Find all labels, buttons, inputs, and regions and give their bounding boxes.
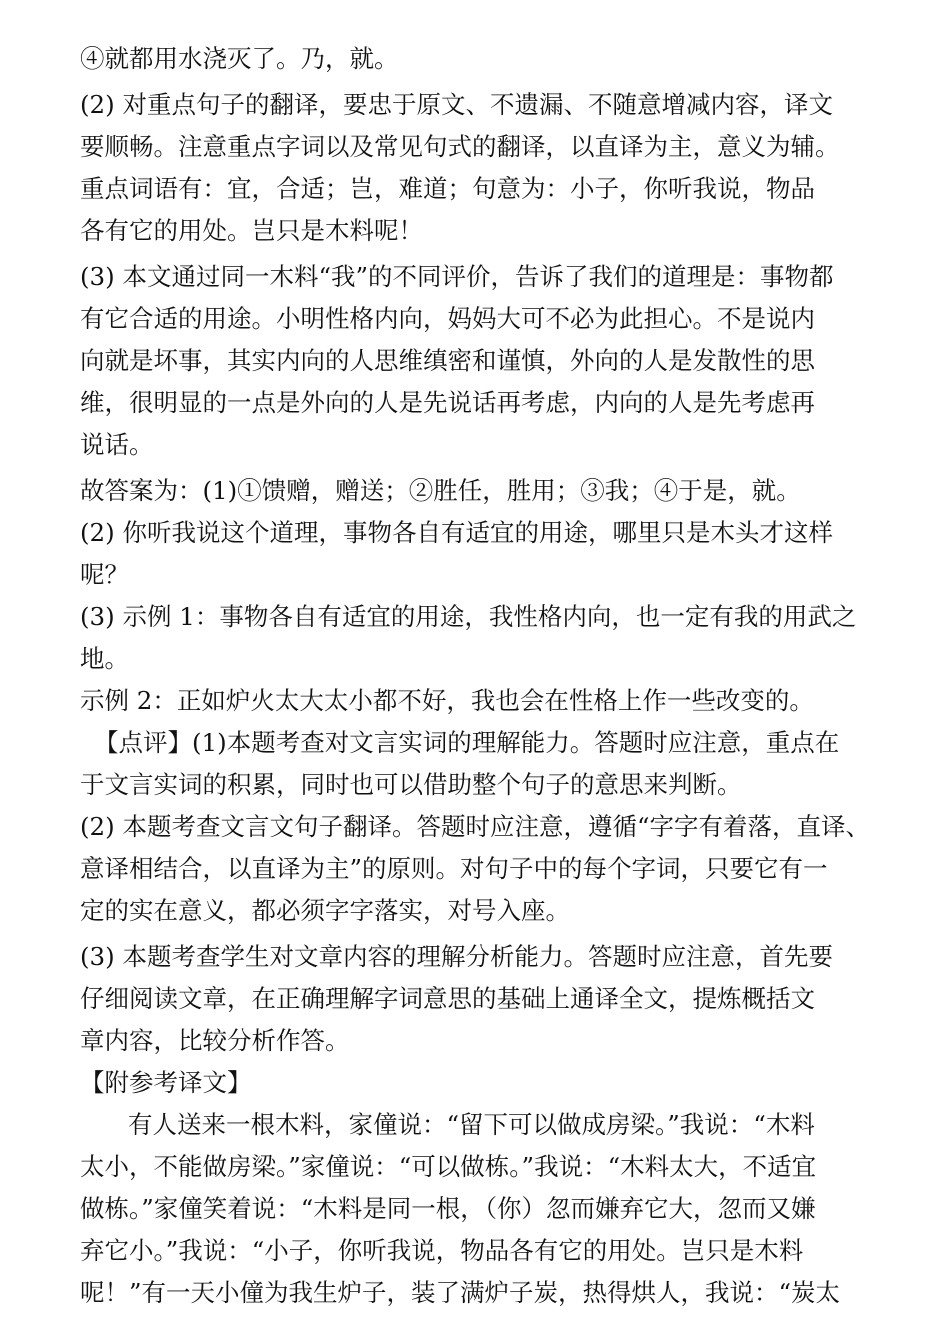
text-line: 向就是坏事，其实内向的人思维缜密和谨慎，外向的人是发散性的思 [80, 346, 815, 375]
text-line: 弃它小。”我说：“小子，你听我说，物品各有它的用处。岂只是木料 [80, 1236, 804, 1265]
text-line: 呢？ [80, 560, 129, 589]
text-line: (2) 你听我说这个道理，事物各自有适宜的用途，哪里只是木头才这样 [80, 518, 833, 547]
text-line: 太小，不能做房梁。”家僮说：“可以做栋。”我说：“木料太大，不适宜 [80, 1152, 817, 1181]
text-line: (2) 本题考查文言文句子翻译。答题时应注意，遵循“字字有着落，直译、 [80, 812, 871, 841]
text-line: 重点词语有：宜，合适；岂，难道；句意为：小子，你听我说，物品 [80, 174, 815, 203]
text-line: 示例 2：正如炉火太大太小都不好，我也会在性格上作一些改变的。 [80, 686, 814, 715]
section-heading: 【附参考译文】 [80, 1068, 252, 1097]
text-line: 【点评】(1)本题考查对文言实词的理解能力。答题时应注意，重点在 [94, 728, 840, 757]
text-line: 地。 [80, 644, 129, 673]
text-line: (3) 本题考查学生对文章内容的理解分析能力。答题时应注意，首先要 [80, 942, 833, 971]
text-line: 各有它的用处。岂只是木料呢！ [80, 216, 423, 245]
text-line: 章内容，比较分析作答。 [80, 1026, 350, 1055]
text-line: 有人送来一根木料，家僮说：“留下可以做成房梁。”我说：“木料 [128, 1110, 815, 1139]
text-line: 要顺畅。注意重点字词以及常见句式的翻译，以直译为主，意义为辅。 [80, 132, 840, 161]
text-line: 故答案为：(1)①馈赠，赠送；②胜任，胜用；③我；④于是，就。 [80, 476, 801, 505]
text-line: 仔细阅读文章，在正确理解字词意思的基础上通译全文，提炼概括文 [80, 984, 815, 1013]
text-line: (3) 本文通过同一木料“我”的不同评价，告诉了我们的道理是：事物都 [80, 262, 834, 291]
text-line: 有它合适的用途。小明性格内向，妈妈大可不必为此担心。不是说内 [80, 304, 815, 333]
text-line: 维，很明显的一点是外向的人是先说话再考虑，内向的人是先考虑再 [80, 388, 815, 417]
text-line: 定的实在意义，都必须字字落实，对号入座。 [80, 896, 570, 925]
text-line: 意译相结合，以直译为主”的原则。对句子中的每个字词，只要它有一 [80, 854, 828, 883]
text-line: ④就都用水浇灭了。乃，就。 [80, 44, 399, 73]
text-line: 说话。 [80, 430, 154, 459]
text-line: 呢！”有一天小僮为我生炉子，装了满炉子炭，热得烘人，我说：“炭太 [80, 1278, 841, 1307]
text-line: (3) 示例 1：事物各自有适宜的用途，我性格内向，也一定有我的用武之 [80, 602, 857, 631]
text-line: 于文言实词的积累，同时也可以借助整个句子的意思来判断。 [80, 770, 742, 799]
text-line: (2) 对重点句子的翻译，要忠于原文、不遗漏、不随意增减内容，译文 [80, 90, 833, 119]
text-line: 做栋。”家僮笑着说：“木料是同一根，（你）忽而嫌弃它大，忽而又嫌 [80, 1194, 816, 1223]
